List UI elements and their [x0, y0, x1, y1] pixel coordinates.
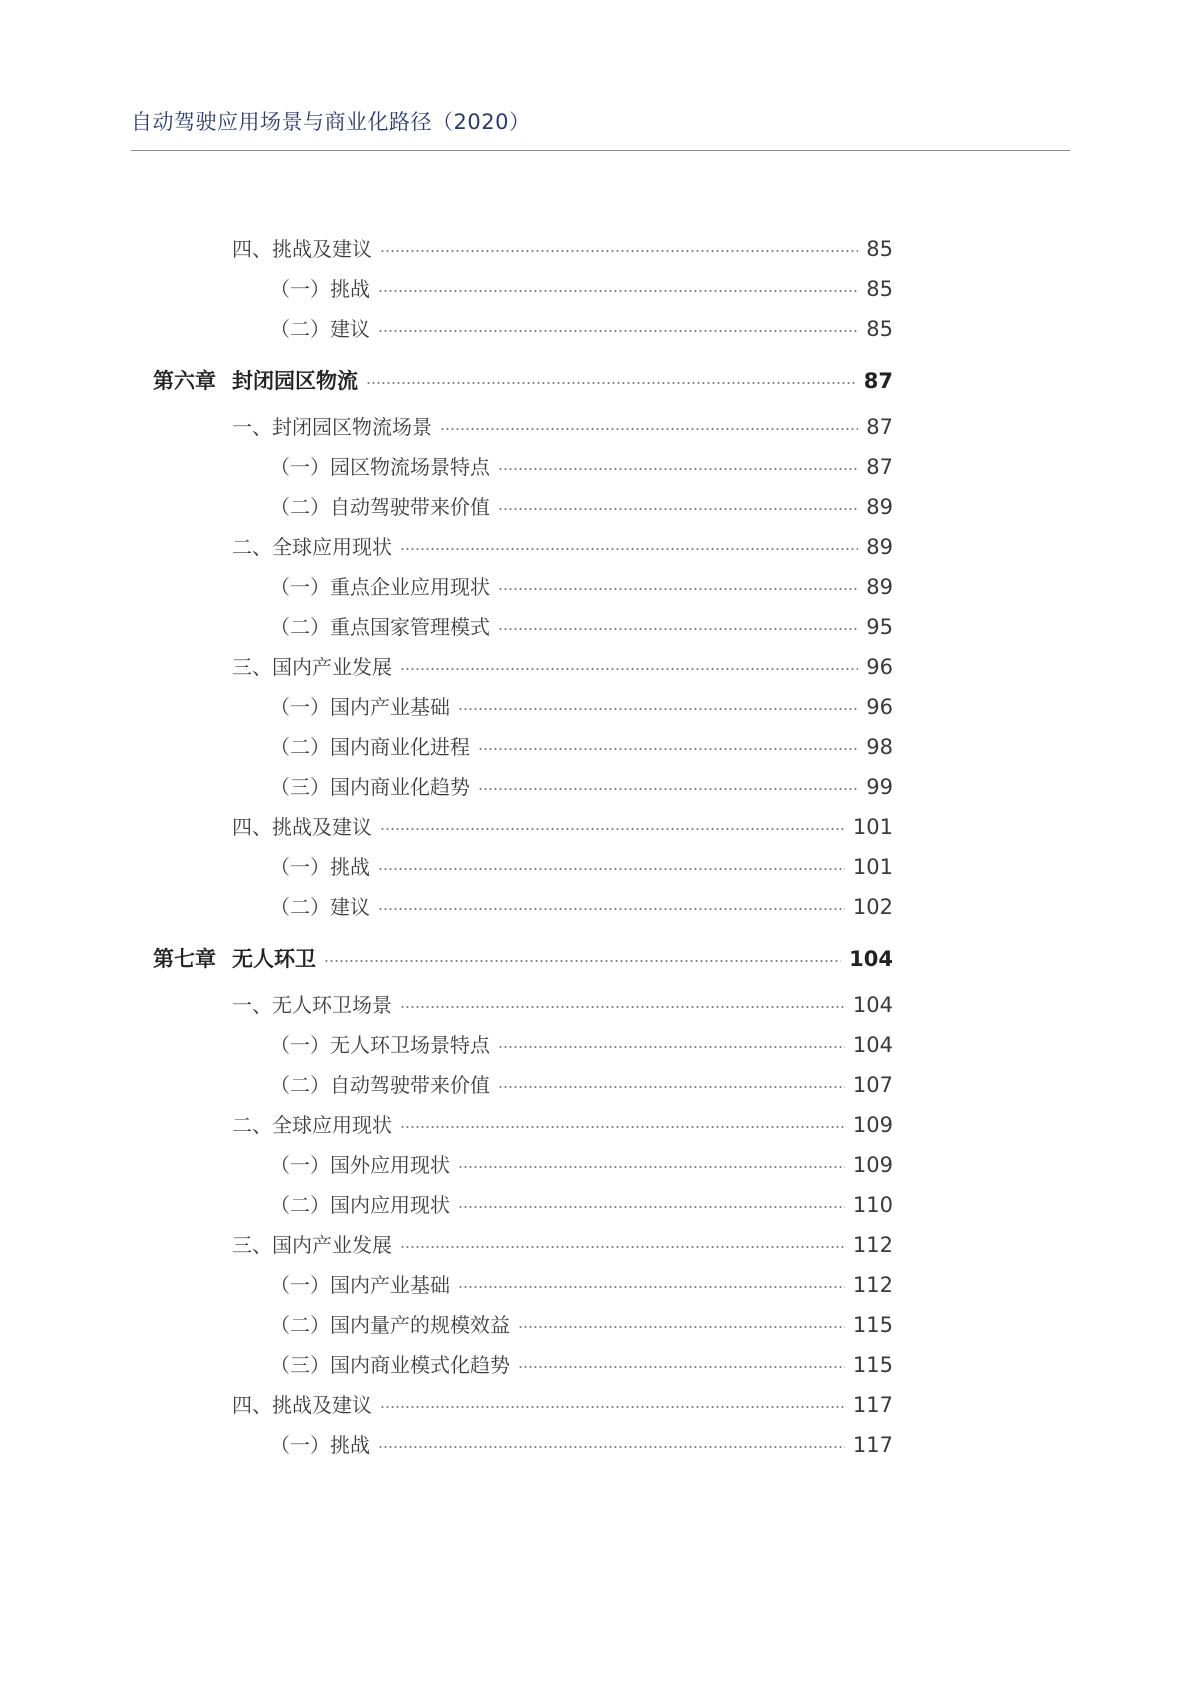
dot-leader — [380, 250, 858, 252]
toc-entry-label: 二、全球应用现状 — [232, 535, 392, 559]
toc-entry-label: （三）国内商业化趋势 — [270, 775, 470, 799]
toc-page-number: 96 — [866, 695, 893, 719]
toc-page-number: 87 — [866, 455, 893, 479]
toc-entry-sub — [270, 1070, 893, 1100]
toc-page-number: 85 — [866, 237, 893, 261]
toc-entry-label: （三）国内商业模式化趋势 — [270, 1353, 510, 1377]
toc-page-number: 89 — [866, 575, 893, 599]
dot-leader — [440, 428, 858, 430]
toc-entry-label: （一）挑战 — [270, 1433, 370, 1457]
toc-page-number: 112 — [852, 1273, 893, 1297]
header-divider — [131, 150, 1070, 151]
dot-leader — [458, 708, 858, 710]
toc-page-number: 89 — [866, 495, 893, 519]
chapter-number: 第七章 — [153, 947, 216, 971]
dot-leader — [518, 1326, 845, 1328]
dot-leader — [378, 1446, 845, 1448]
dot-leader — [478, 748, 858, 750]
toc-entry-section — [232, 412, 893, 442]
toc-entry-section — [232, 812, 893, 842]
toc-entry-label: 一、无人环卫场景 — [232, 993, 392, 1017]
dot-leader — [498, 1046, 845, 1048]
toc-page-number: 95 — [866, 615, 893, 639]
toc-entry-section — [232, 532, 893, 562]
toc-entry-label: （一）挑战 — [270, 277, 370, 301]
toc-page-number: 115 — [852, 1353, 893, 1377]
toc-entry-sub — [270, 612, 893, 642]
toc-page-number: 104 — [852, 1033, 893, 1057]
toc-entry-label: （一）园区物流场景特点 — [270, 455, 490, 479]
toc-entry-label: （一）重点企业应用现状 — [270, 575, 490, 599]
dot-leader — [478, 788, 858, 790]
toc-entry-label: （一）国内产业基础 — [270, 1273, 450, 1297]
toc-entry-label: （二）建议 — [270, 317, 370, 341]
toc-entry-sub — [270, 692, 893, 722]
toc-entry-label: 三、国内产业发展 — [232, 1233, 392, 1257]
dot-leader — [400, 1126, 845, 1128]
toc-entry-label: （二）自动驾驶带来价值 — [270, 1073, 490, 1097]
toc-entry-label: （二）建议 — [270, 895, 370, 919]
dot-leader — [378, 330, 858, 332]
toc-page-number: 102 — [852, 895, 893, 919]
toc-entry-sub — [270, 1350, 893, 1380]
toc-entry-sub — [270, 274, 893, 304]
toc-entry-sub — [270, 732, 893, 762]
toc-page-number: 115 — [852, 1313, 893, 1337]
toc-entry-label: 四、挑战及建议 — [232, 815, 372, 839]
toc-page-number: 107 — [852, 1073, 893, 1097]
toc-entry-chapter — [153, 366, 893, 396]
toc-entry-section — [232, 1230, 893, 1260]
dot-leader — [378, 290, 858, 292]
dot-leader — [378, 868, 845, 870]
toc-entry-section — [232, 652, 893, 682]
dot-leader — [498, 628, 858, 630]
toc-entry-label: 一、封闭园区物流场景 — [232, 415, 432, 439]
toc-page-number: 104 — [852, 993, 893, 1017]
toc-page-number: 99 — [866, 775, 893, 799]
toc-entry-section — [232, 990, 893, 1020]
toc-entry-sub — [270, 452, 893, 482]
toc-entry-sub — [270, 314, 893, 344]
toc-page-number: 104 — [849, 947, 893, 971]
toc-entry-label: 三、国内产业发展 — [232, 655, 392, 679]
toc-entry-section — [232, 234, 893, 264]
toc-entry-sub — [270, 1310, 893, 1340]
toc-entry-sub — [270, 1150, 893, 1180]
toc-entry-sub — [270, 1430, 893, 1460]
dot-leader — [400, 548, 858, 550]
toc-entry-label: （一）国内产业基础 — [270, 695, 450, 719]
toc-entry-label: 二、全球应用现状 — [232, 1113, 392, 1137]
toc-entry-section — [232, 1390, 893, 1420]
toc-page-number: 101 — [852, 815, 893, 839]
toc-page-number: 87 — [866, 415, 893, 439]
toc-entry-sub — [270, 1030, 893, 1060]
toc-page-number: 117 — [852, 1433, 893, 1457]
toc-page-number: 109 — [852, 1153, 893, 1177]
dot-leader — [378, 908, 845, 910]
dot-leader — [458, 1206, 845, 1208]
toc-entry-label: （二）自动驾驶带来价值 — [270, 495, 490, 519]
dot-leader — [380, 1406, 845, 1408]
dot-leader — [400, 1246, 845, 1248]
toc-entry-sub — [270, 772, 893, 802]
toc-entry-sub — [270, 852, 893, 882]
toc-entry-chapter — [153, 944, 893, 974]
toc-page-number: 85 — [866, 317, 893, 341]
dot-leader — [458, 1166, 845, 1168]
toc-page-number: 85 — [866, 277, 893, 301]
toc-page-number: 96 — [866, 655, 893, 679]
toc-entry-label: （二）国内量产的规模效益 — [270, 1313, 510, 1337]
toc-page-number: 98 — [866, 735, 893, 759]
toc-page-number: 87 — [863, 369, 893, 393]
toc-entry-label: （二）国内商业化进程 — [270, 735, 470, 759]
running-header-title: 自动驾驶应用场景与商业化路径（2020） — [131, 110, 531, 134]
dot-leader — [458, 1286, 845, 1288]
toc-entry-label: 四、挑战及建议 — [232, 237, 372, 261]
dot-leader — [324, 960, 841, 962]
toc-entry-label: 无人环卫 — [232, 947, 316, 971]
toc-entry-sub — [270, 892, 893, 922]
dot-leader — [400, 668, 858, 670]
toc-page-number: 110 — [852, 1193, 893, 1217]
dot-leader — [498, 588, 858, 590]
dot-leader — [498, 508, 858, 510]
toc-entry-label: 封闭园区物流 — [232, 369, 358, 393]
toc-entry-section — [232, 1110, 893, 1140]
toc-entry-sub — [270, 572, 893, 602]
toc-entry-sub — [270, 1270, 893, 1300]
dot-leader — [380, 828, 845, 830]
toc-entry-sub — [270, 1190, 893, 1220]
toc-entry-label: （一）无人环卫场景特点 — [270, 1033, 490, 1057]
dot-leader — [498, 468, 858, 470]
dot-leader — [366, 382, 856, 384]
toc-page-number: 109 — [852, 1113, 893, 1137]
toc-entry-sub — [270, 492, 893, 522]
toc-page-number: 112 — [852, 1233, 893, 1257]
chapter-number: 第六章 — [153, 369, 216, 393]
toc-entry-label: （一）国外应用现状 — [270, 1153, 450, 1177]
dot-leader — [518, 1366, 845, 1368]
dot-leader — [400, 1006, 845, 1008]
toc-entry-label: 四、挑战及建议 — [232, 1393, 372, 1417]
toc-page-number: 117 — [852, 1393, 893, 1417]
toc-entry-label: （二）国内应用现状 — [270, 1193, 450, 1217]
toc-page-number: 89 — [866, 535, 893, 559]
toc-page-number: 101 — [852, 855, 893, 879]
toc-entry-label: （一）挑战 — [270, 855, 370, 879]
toc-entry-label: （二）重点国家管理模式 — [270, 615, 490, 639]
dot-leader — [498, 1086, 845, 1088]
